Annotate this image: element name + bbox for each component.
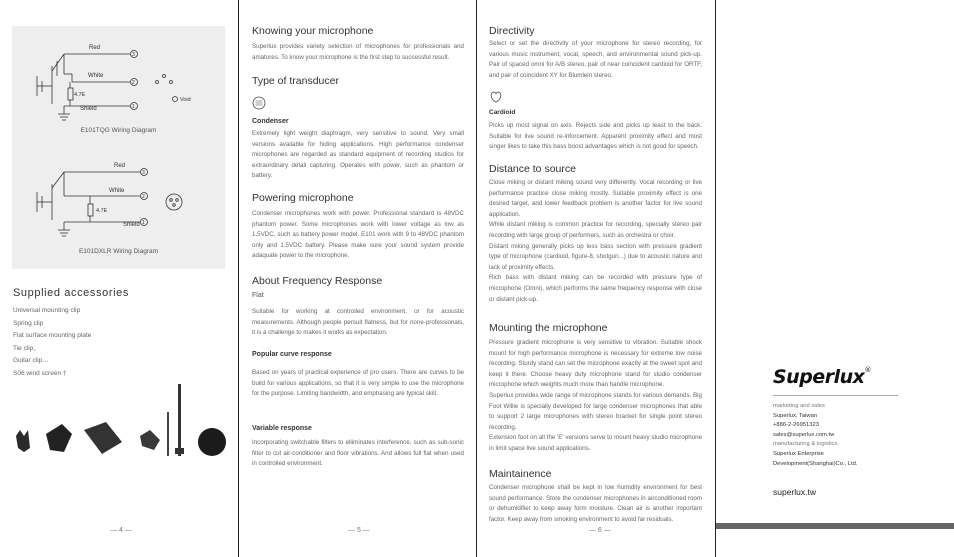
- diagram-1-caption: E101TQG Wiring Diagram: [80, 127, 157, 134]
- paragraph: Extremely light weight diaphragm, very sensitive to sound. Very small versions available for hiding applications. High performance condenser microphones are regarded as standard equipment of recording studios for extraordinary detail capturing. Operates with power, such as phantom or battery.: [252, 130, 464, 180]
- section-title: Mounting the microphone: [489, 322, 608, 334]
- wire-red-label: Red: [89, 45, 101, 51]
- pin-1-label: 1: [142, 220, 145, 226]
- tie-clip-icon: [140, 430, 160, 450]
- page-6: [489, 0, 702, 557]
- accessories-photo: [10, 378, 235, 468]
- paragraph: Incorporating switchable filters to elliminates interference, such as sub-sonic filter to cut air-conditioner and floor vibrations. And allows full flat when used in controlled environment.: [252, 439, 464, 468]
- mounting-text: [489, 338, 702, 455]
- page-number: — 4 —: [110, 527, 132, 534]
- contact-block: [773, 402, 857, 469]
- paragraph: Superlux provides variety selection of microphones for professionals and amatures. To know your microphone is the first step to successful result.: [252, 43, 464, 61]
- diagram-2-caption: E101DXLR Wiring Diagram: [78, 248, 159, 255]
- email-address: sales@superlux.com.tw: [773, 431, 835, 438]
- list-item: Flat surface mounting plate: [13, 332, 92, 339]
- wire-white-label: White: [109, 188, 125, 194]
- subsection-title: Variable response: [252, 425, 312, 432]
- list-item: S06 wind screen †: [13, 369, 67, 377]
- subsection-title: Popular curve response: [252, 351, 332, 358]
- subsection-title: Cardioid: [489, 109, 516, 116]
- wire-shield-label: Shield: [80, 106, 97, 112]
- pin-2-label: 2: [142, 194, 145, 200]
- footer-bar: [716, 523, 954, 529]
- distance-text: [489, 178, 702, 305]
- paragraph: Pressure gradient microphone is very sensitive to vibration. Suitable shock mount for high performance microphone is necessary for extreme low noise recording. Sturdy stand can set the microphone exactly at the sweet spot and keep it there. Choose heavy duty microphone stand for studio condenser microphone which weights much more than handle microphone.: [489, 339, 702, 389]
- page-number: — 6 —: [589, 527, 611, 534]
- wire-shield-label: Shield: [123, 222, 140, 228]
- logo-rule: [773, 395, 898, 396]
- list-item: Tie clip、: [13, 344, 40, 352]
- e101dxlr-wiring-diagram: [12, 156, 225, 256]
- page-divider: [476, 0, 477, 557]
- mounting-plate-icon: [84, 422, 122, 454]
- condenser-icon: [252, 96, 266, 110]
- marketing-label: marketing and sales: [773, 403, 825, 409]
- section-title: Maintainence: [489, 468, 552, 480]
- page-5: [252, 0, 464, 557]
- section-title: Directivity: [489, 25, 535, 37]
- list-item: Spring clip: [13, 319, 44, 327]
- section-title: Distance to source: [489, 163, 576, 175]
- resistor-label: 4.7E: [74, 92, 86, 98]
- paragraph: Based on years of practical experience of pro users. There are curves to be build for various applications, so that it is very simple to use the microphone for the purpose. Limiting bandwidth, and emphasing are typical skill.: [252, 369, 464, 398]
- wind-screen-icon: [198, 428, 226, 456]
- pin-3-label: 3: [142, 170, 145, 176]
- section-title: Type of transducer: [252, 75, 339, 87]
- page-divider: [238, 0, 239, 557]
- manufacturing-label: manufacturing & logistics.: [773, 441, 840, 448]
- paragraph: Condenser microphone shall be kept in low humidity environment for best sound performance. Store the condenser microphones in airconditioned room or dehumidifier to keep away form moisture. Clean air is another important factor. Keep away from smoking environment to avoid far residuals.: [489, 484, 702, 523]
- pin-2-label: 2: [132, 80, 135, 86]
- wiring-diagram-panel: [12, 26, 225, 269]
- company-name: Superlux, Taiwan: [773, 412, 818, 419]
- accessories-title: Supplied accessories: [13, 287, 129, 299]
- website-link[interactable]: superlux.tw: [773, 487, 816, 497]
- list-item: Universal mounting clip: [13, 307, 81, 314]
- wire-white-label: White: [88, 73, 104, 79]
- paragraph: Condenser microphones work with power. Professional standard is 48VDC phantom power. Some microphones work with lower voltage as low as 1.5VDC, such as battery power model. E101 work with 9 to 48VDC phantom only and 1.5VDC battery. Please make sure your sound system provide adaquate power to the microphone.: [252, 210, 464, 260]
- paragraph: While distant miking is common practice for recording, specially stereo pair recording with large group of performers, such as orchestra or choir.: [489, 221, 702, 239]
- paragraph: Suitable for working at controlled environment, or for acoustic measurements. Although people persuit flatness, but for none-professionals, it is a challenge to makes it works as expectation.: [252, 308, 464, 337]
- accessories-list: [13, 305, 91, 380]
- resistor-label: 4.7E: [96, 208, 108, 214]
- pin-1-label: 1: [132, 104, 135, 110]
- registered-mark: ®: [864, 366, 871, 374]
- back-cover: [716, 0, 954, 557]
- phone-number: +886-2-26951323: [773, 422, 819, 429]
- paragraph: Superlux provides wide range of microphone stands for various demands. Big Foot Willie is specially developed for large condenser microphones that able to support 2 large microphones with stereo bracket for single point stereo recording.: [489, 391, 702, 431]
- section-title: Powering microphone: [252, 192, 354, 204]
- brand-logo: [773, 366, 871, 388]
- wire-red-label: Red: [114, 163, 126, 169]
- paragraph: Picks up most signal on axis. Rejects side and picks up least to the back. Suitable for live sound re-inforcement. Apparent proximity effect and most singer likes to take this bass boost advantages which is not good for speech.: [489, 122, 702, 151]
- section-title: About Frequency Response: [252, 275, 383, 287]
- paragraph: Rich bass with distant miking can be recorded with pressure type of microphone (Omni), which performs the same frequency response with close or distant pick-up.: [489, 274, 702, 303]
- section-title: Knowing your microphone: [252, 25, 374, 37]
- paragraph: Select or set the directivity of your microphone for stereo recording, for various music instrument, vocal, speech, and environmental sound pick-up. Pair of spaced omni for A/B stereo, pair of near coincident cardioid for ORTF, and pair of coincident XY for Blumlein stereo.: [489, 40, 702, 79]
- company-name: Development(Shanghai)Co., Ltd.: [773, 460, 858, 467]
- universal-clip-icon: [16, 430, 30, 452]
- paragraph: Close miking or distant miking sound very differently. Vocal recording or live performance practice close miking mostly. Suitable proximity effect is one desired target, and lower feedback problem is another factor for live sound application.: [489, 179, 702, 218]
- logo-text: Superlux: [773, 366, 865, 388]
- paragraph: Extension foot on all the 'E' versions serve to mount heavy studio microphone in limit space live sound applications.: [489, 434, 702, 452]
- page-number: — 5 —: [348, 527, 370, 534]
- void-label: Void: [180, 97, 191, 103]
- spring-clip-icon: [46, 424, 72, 452]
- page-4: [0, 0, 238, 557]
- guitar-clip-icon: [167, 384, 184, 456]
- company-name: Superlux Enterprise: [773, 450, 824, 457]
- list-item: Guitar clip…: [13, 357, 49, 364]
- subsection-title: Condenser: [252, 118, 289, 125]
- cardioid-icon: [489, 90, 503, 104]
- pin-3-label: 3: [132, 52, 135, 58]
- paragraph: Distant miking generally picks up less bass section with pressure gradient type of microphone (cardioid, figure-8, shotgun...) due to acoustic nature and lack of proximity effects.: [489, 242, 702, 271]
- subsection-title: Flat: [252, 292, 264, 299]
